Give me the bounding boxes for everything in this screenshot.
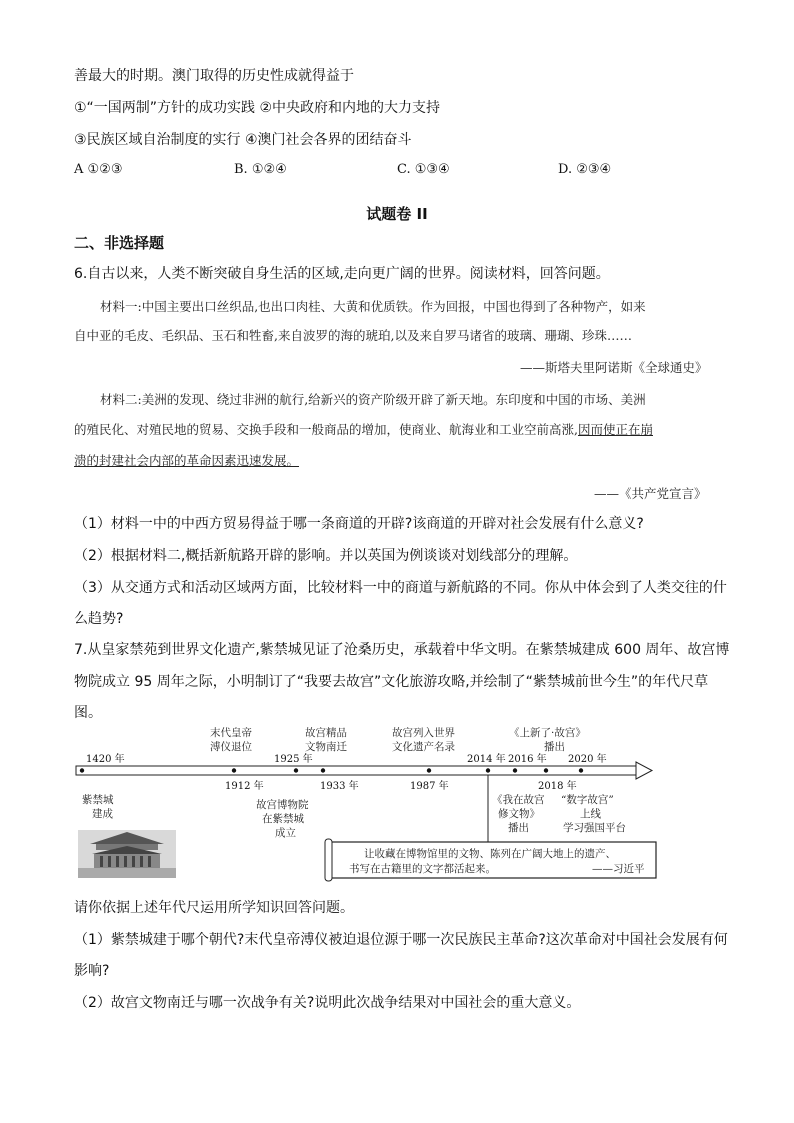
- paper2-title: 试题卷 II: [366, 205, 428, 223]
- quote-line1: 让收藏在博物馆里的文物、陈列在广阔大地上的遗产、: [364, 848, 616, 860]
- quote-line2: 书写在古籍里的文字都活起来。: [349, 863, 496, 875]
- q6-material2-underlined-b: 溃的封建社会内部的革命因素迅速发展。: [74, 453, 300, 468]
- q5-option-c: C. ①③④: [397, 162, 450, 177]
- q6-material2-line1: 材料二:美洲的发现、绕过非洲的航行,给新兴的资产阶级开辟了新天地。东印度和中国的市场、美洲: [100, 392, 646, 407]
- q6-sub2: （2）根据材料二,概括新航路开辟的影响。并以英国为例谈谈对划线部分的理解。: [74, 548, 578, 564]
- event-2016-line1: 《上新了·故宫》: [509, 727, 586, 739]
- q7-sub2: （2）故宫文物南迁与哪一次战争有关?说明此次战争结果对中国社会的重大意义。: [74, 995, 581, 1011]
- q6-material2-source: ——《共产党宣言》: [594, 486, 707, 501]
- event-1925-line2: 在紫禁城: [262, 813, 304, 825]
- event-1925-line3: 成立: [275, 827, 296, 839]
- year-1987: 1987 年: [410, 781, 449, 792]
- quote-author: ——习近平: [592, 863, 645, 875]
- event-2014-line2: 修文物》: [498, 808, 540, 820]
- q5-option-a: A ①②③: [74, 162, 123, 177]
- year-2018: 2018 年: [538, 781, 577, 792]
- q7-stem-line1: 7.从皇家禁苑到世界文化遗产,紫禁城见证了沧桑历史，承载着中华文明。在紫禁城建成 600 周年、故宫博: [74, 642, 730, 658]
- event-2014-line1: 《我在故宫: [492, 794, 545, 806]
- event-1912-line2: 溥仪退位: [210, 741, 252, 753]
- tick-1933: [321, 768, 325, 772]
- section-title: 二、非选择题: [74, 234, 165, 252]
- event-1420-line2: 建成: [92, 808, 113, 820]
- tick-2016: [513, 768, 517, 772]
- tick-1420: [80, 768, 84, 772]
- q6-sub3-line2: 么趋势?: [74, 611, 124, 627]
- q6-material2-underlined-a: 因而使正在崩: [577, 422, 653, 437]
- q7-sub1-line1: （1）紫禁城建于哪个朝代?末代皇帝溥仪被迫退位源于哪一次民族民主革命?这次革命对中国社会发展有何: [74, 932, 728, 948]
- q5-option-d: D. ②③④: [558, 162, 612, 177]
- event-1912-line1: 末代皇帝: [210, 727, 252, 739]
- tick-1912: [232, 768, 236, 772]
- q7-stem-line3: 图。: [74, 705, 102, 721]
- q6-sub3-line1: （3）从交通方式和活动区域两方面，比较材料一中的商道与新航路的不同。你从中体会到了人类交往的什: [74, 580, 727, 596]
- q6-sub1: （1）材料一中的中西方贸易得益于哪一条商道的开辟?该商道的开辟对社会发展有什么意义?: [74, 516, 644, 532]
- q6-material1-line1: 材料一:中国主要出口丝织品,也出口肉桂、大黄和优质铁。作为回报，中国也得到了各种物产，如来: [100, 299, 646, 314]
- year-1933: 1933 年: [320, 781, 359, 792]
- event-1933-line1: 故宫精品: [305, 727, 347, 739]
- q7-instruction: 请你依据上述年代尺运用所学知识回答问题。: [74, 900, 354, 916]
- tick-2014: [486, 768, 490, 772]
- q6-stem: 6.自古以来，人类不断突破自身生活的区域,走向更广阔的世界。阅读材料，回答问题。: [74, 266, 610, 282]
- q5-line2: ①“一国两制”方针的成功实践 ②中央政府和内地的大力支持: [74, 100, 441, 116]
- event-1933-line2: 文物南迁: [305, 741, 347, 753]
- event-1925-line1: 故宫博物院: [256, 799, 309, 811]
- timeline-arrow: [636, 762, 652, 779]
- year-1912: 1912 年: [225, 781, 264, 792]
- q7-sub1-line2: 影响?: [74, 963, 110, 979]
- q5-line3: ③民族区域自治制度的实行 ④澳门社会各界的团结奋斗: [74, 132, 412, 148]
- event-2014-line3: 播出: [508, 822, 529, 834]
- q6-material2-line2-plain: 的殖民化、对殖民地的贸易、交换手段和一般商品的增加，使商业、航海业和工业空前高涨,: [74, 422, 578, 437]
- timeline-axis: [76, 766, 636, 775]
- q6-material2-line2: [74, 421, 653, 439]
- timeline-diagram: [74, 722, 664, 882]
- event-2020-line1: “数字故宫”: [561, 794, 614, 806]
- q6-material1-line2: 自中亚的毛皮、毛织品、玉石和牲畜,来自波罗的海的琥珀,以及来自罗马诸省的玻璃、珊瑚、珍珠……: [74, 328, 632, 343]
- year-1420: 1420 年: [86, 754, 125, 765]
- event-1420-line1: 紫禁城: [82, 794, 114, 806]
- event-2020-line2: 上线: [580, 808, 601, 820]
- event-1987-line1: 故宫列入世界: [392, 727, 455, 739]
- tick-1987: [427, 768, 431, 772]
- forbidden-city-image: [78, 830, 176, 878]
- event-2016-line2: 播出: [544, 741, 565, 753]
- event-2020-line3: 学习强国平台: [563, 822, 626, 834]
- tick-2020: [579, 768, 583, 772]
- year-1925: 1925 年: [274, 754, 313, 765]
- year-2020: 2020 年: [568, 754, 607, 765]
- event-1987-line2: 文化遗产名录: [392, 741, 455, 753]
- q6-material1-source: ——斯塔夫里阿诺斯《全球通史》: [520, 360, 708, 375]
- year-2016: 2016 年: [508, 754, 547, 765]
- tick-1925: [294, 768, 298, 772]
- q5-line1: 善最大的时期。澳门取得的历史性成就得益于: [74, 68, 354, 84]
- year-2014: 2014 年: [467, 754, 506, 765]
- q7-stem-line2: 物院成立 95 周年之际，小明制订了“我要去故宫”文化旅游攻略,并绘制了“紫禁城前世今生”的年代尺草: [74, 674, 709, 690]
- q5-option-b: B. ①②④: [234, 162, 287, 177]
- tick-2018: [544, 768, 548, 772]
